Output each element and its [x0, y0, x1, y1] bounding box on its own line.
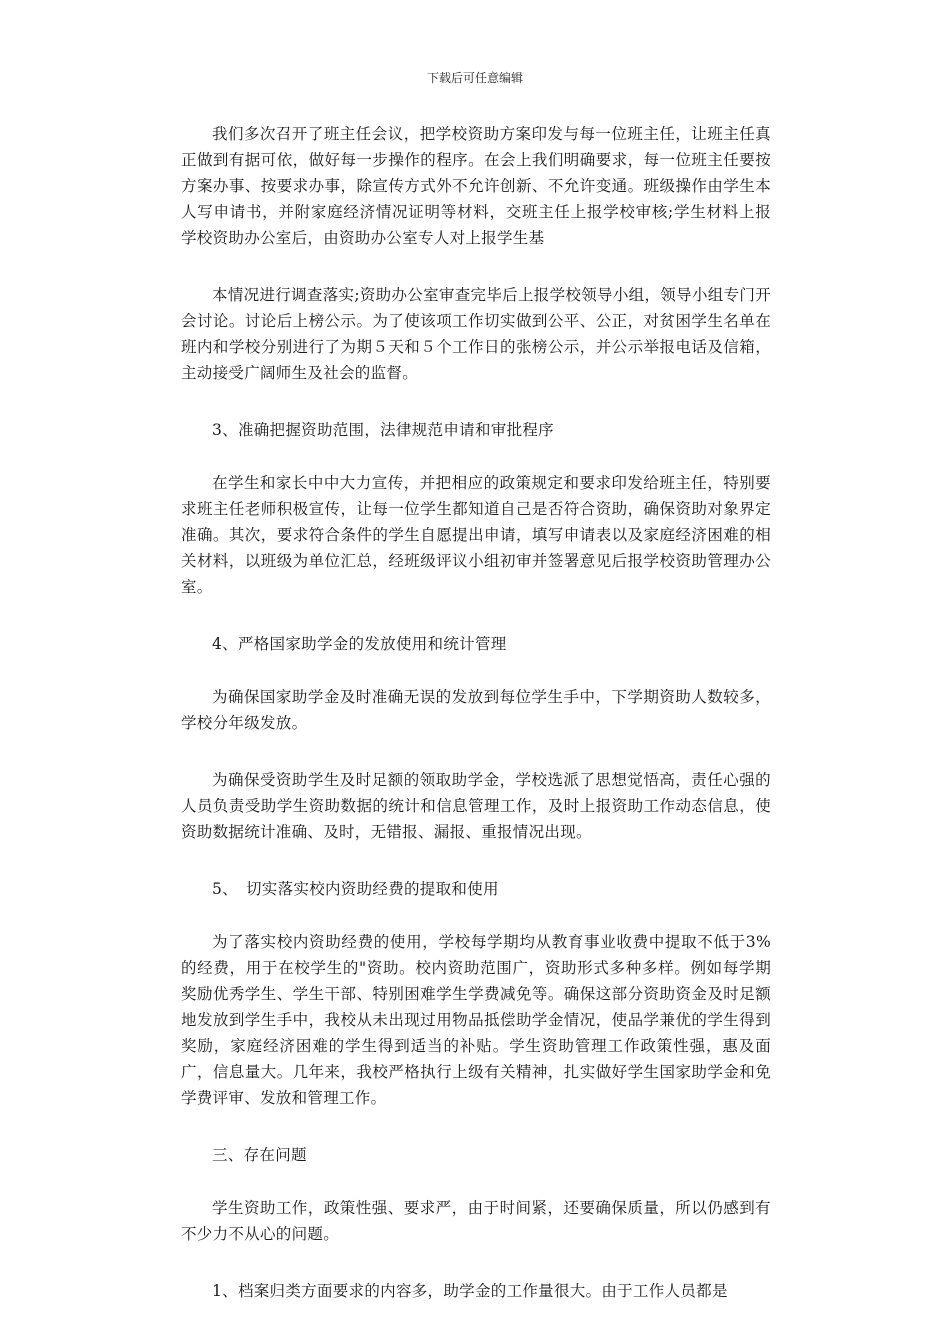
header-note: 下载后可任意编辑 [426, 71, 523, 85]
section-heading-5: 5、 切实落实校内资助经费的提取和使用 [212, 880, 499, 898]
paragraph-publicize-policy: 在学生和家长中中大力宣传，并把相应的政策规定和要求印发给班主任，特别要求班主任老师积极宣传，让每一位学生都知道自己是否符合资助，确保资助对象界定准确。其次，要求符合条件的学生自愿提出申请，填写申请表以及家庭经济困难的相关材料，以班级为单位汇总，经班级评议小组初审并签署意见后报学校资助管理办公室。 [181, 474, 771, 596]
paragraph-archive-issue: 1、档案归类方面要求的内容多，助学金的工作量很大。由于工作人员都是 [212, 1282, 728, 1300]
document-body [181, 121, 771, 1304]
paragraph-investigation-publicity: 本情况进行调查落实;资助办公室审查完毕后上报学校领导小组，领导小组专门开会讨论。讨论后上榜公示。为了使该项工作切实做到公平、公正，对贫困学生名单在班内和学校分别进行了为期５天和５个工作日的张榜公示，并公示举报电话及信箱，主动接受广阔师生及社会的监督。 [181, 286, 771, 382]
paragraph-data-management: 为确保受资助学生及时足额的领取助学金，学校选派了思想觉悟高，责任心强的人员负责受助学生资助数据的统计和信息管理工作，及时上报资助工作动态信息，使资助数据统计准确、及时，无错报、漏报、重报情况出现。 [181, 771, 771, 841]
section-heading-3: 3、准确把握资助范围，法律规范申请和审批程序 [212, 421, 554, 439]
paragraph-class-meetings: 我们多次召开了班主任会议，把学校资助方案印发与每一位班主任，让班主任真正做到有据可依，做好每一步操作的程序。在会上我们明确要求，每一位班主任要按方案办事、按要求办事，除宣传方式外不允许创新、不允许变通。班级操作由学生本人写申请书，并附家庭经济情况证明等材料，交班主任上报学校审核;学生材料上报学校资助办公室后，由资助办公室专人对上报学生基 [181, 125, 771, 247]
paragraph-problems-intro: 学生资助工作，政策性强、要求严，由于时间紧，还要确保质量，所以仍感到有不少力不从心的问题。 [181, 1199, 771, 1243]
paragraph-school-funding: 为了落实校内资助经费的使用，学校每学期均从教育事业收费中提取不低于3%的经费，用于在校学生的"资助。校内资助范围广，资助形式多种多样。例如每学期奖励优秀学生、学生干部、特别困难学生学费减免等。确保这部分资助资金及时足额地发放到学生手中，我校从未出现过用物品抵偿助学金情况，使品学兼优的学生得到奖励，家庭经济困难的学生得到适当的补贴。学生资助管理工作政策性强，惠及面广，信息量大。几年来，我校严格执行上级有关精神，扎实做好学生国家助学金和免学费评审、发放和管理工作。 [181, 933, 771, 1107]
section-heading-4: 4、严格国家助学金的发放使用和统计管理 [212, 635, 507, 653]
paragraph-grant-distribution: 为确保国家助学金及时准确无误的发放到每位学生手中，下学期资助人数较多，学校分年级发放。 [181, 688, 771, 732]
section-heading-problems: 三、存在问题 [212, 1146, 307, 1164]
